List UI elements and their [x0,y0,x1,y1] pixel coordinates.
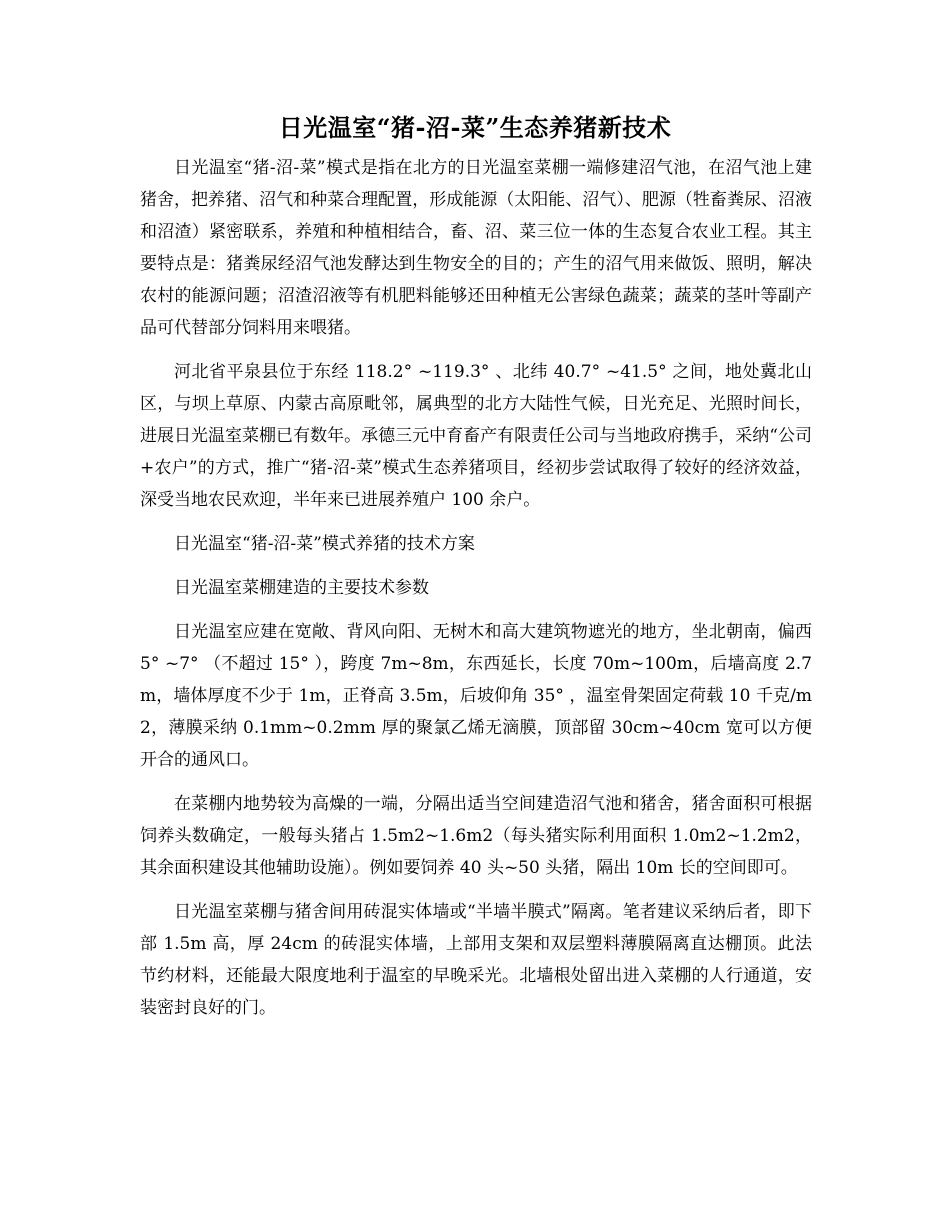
document-title: 日光温室“猪-沼-菜”生态养猪新技术 [278,113,672,142]
section-heading-technical-plan: 日光温室“猪-沼-菜”模式养猪的技术方案 [174,534,475,554]
paragraph-pingquan: 河北省平泉县位于东经 118.2° ~119.3° 、北纬 40.7° ~41.5° 之间，地处冀北山区，与坝上草原、内蒙古高原毗邻，属典型的北方大陆性气候，日光充足、光照时间长，进展日光温室菜棚已有数年。承德三元中育畜产有限责任公司与当地政府携手，采纳“公司+农户”的方式，推广“猪-沼-菜”模式生态养猪项目，经初步尝试取得了较好的经济效益，深受当地农民欢迎，半年来已进展养殖户 100 余户。 [140,362,812,510]
paragraph-greenhouse-site: 日光温室应建在宽敞、背风向阳、无树木和高大建筑物遮光的地方，坐北朝南，偏西 5° ~7° （不超过 15° ），跨度 7m~8m，东西延长，长度 70m~100m，后墙高度 2.7m，墙体厚度不少于 1m，正脊高 3.5m，后坡仰角 35° ，温室骨架固定荷载 10 千克/m2，薄膜采纳 0.1mm~0.2mm 厚的聚氯乙烯无滴膜，顶部留 30cm~40cm 宽可以方便开合的通风口。 [140,622,812,770]
section-heading-greenhouse-parameters: 日光温室菜棚建造的主要技术参数 [174,578,429,598]
paragraph-intro: 日光温室“猪-沼-菜”模式是指在北方的日光温室菜棚一端修建沼气池，在沼气池上建猪舍，把养猪、沼气和种菜合理配置，形成能源（太阳能、沼气）、肥源（牲畜粪尿、沼液和沼渣）紧密联系，养殖和种植相结合，畜、沼、菜三位一体的生态复合农业工程。其主要特点是：猪粪尿经沼气池发酵达到生物安全的目的；产生的沼气用来做饭、照明，解决农村的能源问题；沼渣沼液等有机肥料能够还田种植无公害绿色蔬菜；蔬菜的茎叶等副产品可代替部分饲料用来喂猪。 [140,158,812,338]
paragraph-pigsty-area: 在菜棚内地势较为高燥的一端，分隔出适当空间建造沼气池和猪舍，猪舍面积可根据饲养头数确定，一般每头猪占 1.5m2~1.6m2（每头猪实际利用面积 1.0m2~1.2m2，其余面积建设其他辅助设施）。例如要饲养 40 头~50 头猪，隔出 10m 长的空间即可。 [140,794,812,878]
paragraph-partition-wall: 日光温室菜棚与猪舍间用砖混实体墙或“半墙半膜式”隔离。笔者建议采纳后者，即下部 1.5m 高，厚 24cm 的砖混实体墙，上部用支架和双层塑料薄膜隔离直达棚顶。此法节约材料，还能最大限度地利于温室的早晚采光。北墙根处留出进入菜棚的人行通道，安装密封良好的门。 [140,902,812,1018]
document-body [140,152,812,1036]
